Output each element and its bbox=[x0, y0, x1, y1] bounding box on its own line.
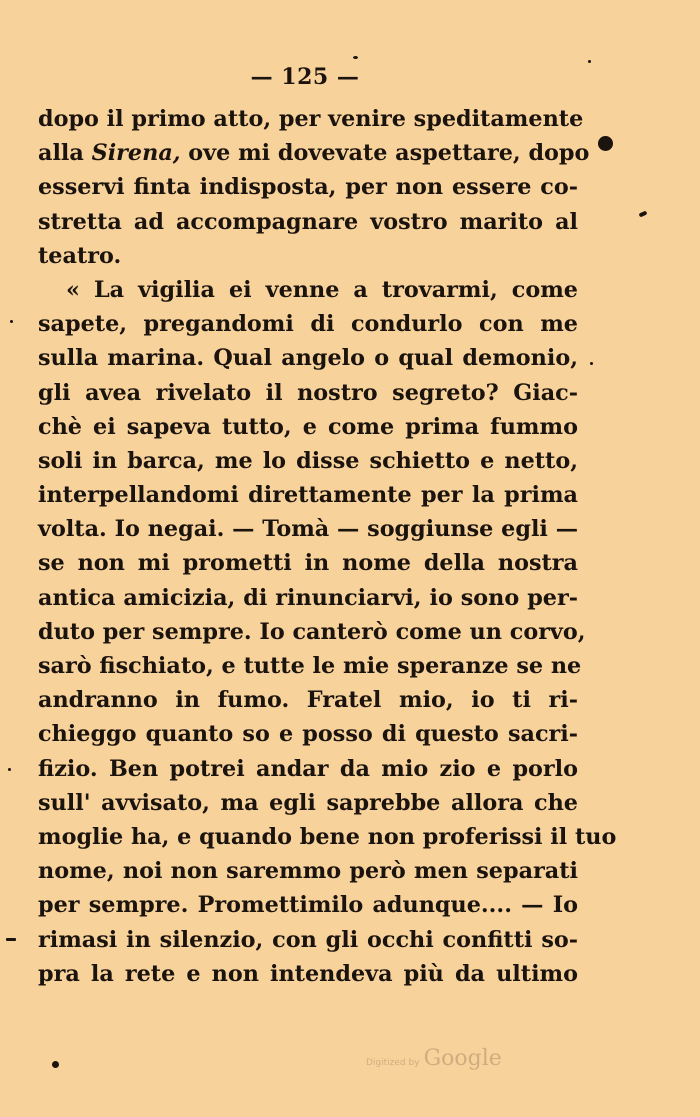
text-line: se non mi prometti in nome della nostra bbox=[38, 550, 578, 577]
text-line: pra la rete e non intendeva più da ultimo bbox=[38, 960, 578, 987]
text-line: rimasi in silenzio, con gli occhi confitti so- bbox=[38, 926, 578, 953]
ink-speck bbox=[590, 362, 593, 365]
text-line: andranno in fumo. Fratel mio, io ti ri- bbox=[38, 687, 578, 714]
ink-speck bbox=[353, 56, 358, 59]
text-line: nome, noi non saremmo però men separati bbox=[38, 858, 578, 885]
italic-word: Sirena, bbox=[91, 140, 181, 167]
text-line: sulla marina. Qual angelo o qual demonio, bbox=[38, 345, 578, 372]
text-line: interpellandomi direttamente per la prima bbox=[38, 482, 578, 509]
text-line: sarò fischiato, e tutte le mie speranze se ne bbox=[38, 653, 582, 679]
ink-speck bbox=[10, 320, 13, 323]
text-line: moglie ha, e quando bene non proferissi il tuo bbox=[38, 823, 617, 850]
ink-speck bbox=[52, 1061, 59, 1068]
ink-speck bbox=[588, 60, 591, 63]
text-line: sapete, pregandomi di condurlo con me bbox=[38, 311, 578, 338]
text-line: antica amicizia, di rinunciarvi, io sono per- bbox=[38, 584, 578, 611]
watermark-prefix: Digitized by bbox=[366, 1058, 420, 1068]
text-line: dopo il primo atto, per venire speditamente bbox=[38, 106, 584, 132]
ink-speck bbox=[6, 938, 16, 941]
text-line: « La vigilia ei venne a trovarmi, come bbox=[66, 276, 578, 303]
text-line: fizio. Ben potrei andar da mio zio e porlo bbox=[38, 755, 578, 782]
ink-speck bbox=[8, 768, 11, 771]
page-number: — 125 — bbox=[250, 64, 360, 90]
text-fragment: ove mi dovevate aspettare, dopo bbox=[180, 140, 590, 167]
text-line: chieggo quanto so e posso di questo sacri- bbox=[38, 721, 578, 748]
ink-speck bbox=[598, 136, 613, 151]
text-line: teatro. bbox=[38, 242, 122, 269]
google-logo: Google bbox=[423, 1046, 502, 1071]
text-line: per sempre. Promettimilo adunque.... — Io bbox=[38, 892, 578, 919]
text-line: esservi finta indisposta, per non essere co- bbox=[38, 174, 578, 201]
ink-speck bbox=[639, 210, 648, 217]
text-line: volta. Io negai. — Tomà — soggiunse egli — bbox=[38, 516, 578, 543]
text-line: sull' avvisato, ma egli saprebbe allora che bbox=[38, 789, 578, 816]
text-line: stretta ad accompagnare vostro marito al bbox=[38, 208, 578, 235]
text-line: chè ei sapeva tutto, e come prima fummo bbox=[38, 413, 578, 440]
text-fragment: alla bbox=[38, 140, 92, 167]
body-text bbox=[38, 102, 617, 991]
text-line: gli avea rivelato il nostro segreto? Giac- bbox=[38, 379, 578, 406]
text-line: duto per sempre. Io canterò come un corvo, bbox=[38, 618, 586, 645]
text-line: soli in barca, me lo disse schietto e netto, bbox=[38, 447, 578, 474]
text-line bbox=[38, 136, 590, 170]
google-watermark bbox=[366, 1046, 502, 1071]
